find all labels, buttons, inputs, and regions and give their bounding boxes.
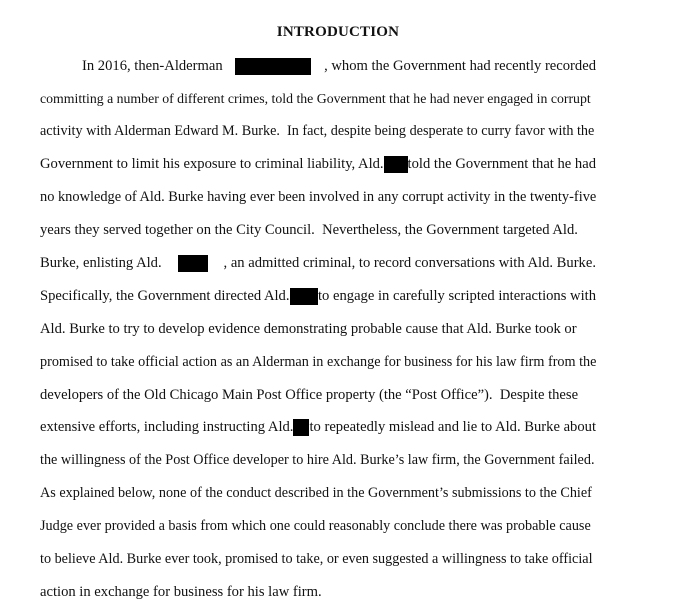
section-heading: INTRODUCTION	[276, 24, 400, 40]
redaction-block	[178, 255, 208, 272]
paragraph-line	[40, 221, 596, 239]
line-text: committing a number of different crimes, told the Government that he had never engaged in corrupt	[40, 91, 591, 106]
paragraph-line	[40, 188, 596, 206]
line-text: , whom the Government had recently recorded	[324, 58, 596, 74]
line-text: Judge ever provided a basis from which one could reasonably conclude there was probable cause	[40, 518, 591, 534]
redaction-block	[384, 156, 408, 173]
line-text: Specifically, the Government directed Ald.	[40, 288, 290, 304]
line-text: to engage in carefully scripted interactions with	[318, 288, 596, 304]
line-text: In 2016, then-Alderman	[82, 58, 223, 74]
paragraph-line	[40, 287, 596, 305]
line-text: no knowledge of Ald. Burke having ever been involved in any corrupt activity in the twenty-five	[40, 189, 597, 205]
paragraph-line	[40, 353, 596, 371]
line-text: to repeatedly mislead and lie to Ald. Burke about	[309, 419, 596, 435]
paragraph-line	[40, 550, 596, 568]
line-text: promised to take official action as an Alderman in exchange for business for his law firm from the	[40, 354, 597, 370]
paragraph-line	[40, 418, 596, 436]
paragraph-line	[40, 484, 596, 502]
line-text: extensive efforts, including instructing Ald.	[40, 419, 294, 435]
line-text: to believe Ald. Burke ever took, promised to take, or even suggested a willingness to take official	[40, 551, 593, 567]
line-text: action in exchange for business for his law firm.	[40, 584, 322, 600]
paragraph-line	[40, 320, 596, 338]
line-text: As explained below, none of the conduct described in the Government’s submissions to the Chief	[40, 485, 592, 501]
paragraph-line	[40, 517, 596, 535]
line-text: , an admitted criminal, to record conversations with Ald. Burke.	[223, 255, 596, 271]
paragraph-line	[40, 122, 596, 140]
line-text: the willingness of the Post Office developer to hire Ald. Burke’s law firm, the Government failed.	[40, 452, 595, 468]
line-text: Government to limit his exposure to criminal liability, Ald.	[40, 156, 384, 172]
line-text: activity with Alderman Edward M. Burke. In fact, despite being desperate to curry favor with the	[40, 123, 595, 139]
paragraph-line	[40, 155, 596, 173]
line-text: years they served together on the City Council. Nevertheless, the Government targeted Ald.	[40, 222, 578, 238]
paragraph-line	[82, 57, 596, 75]
paragraph-line	[40, 583, 596, 601]
paragraph-line	[40, 386, 596, 404]
line-text: told the Government that he had	[407, 156, 596, 172]
redaction-block	[293, 419, 309, 436]
paragraph-line	[40, 254, 596, 272]
line-text: Ald. Burke to try to develop evidence demonstrating probable cause that Ald. Burke took or	[40, 321, 577, 337]
line-text: Burke, enlisting Ald.	[40, 255, 162, 271]
redaction-block	[290, 288, 319, 305]
paragraph-line	[40, 451, 596, 469]
line-text: developers of the Old Chicago Main Post Office property (the “Post Office”). Despite these	[40, 387, 579, 403]
redaction-block	[235, 58, 311, 75]
paragraph-line	[40, 90, 596, 108]
